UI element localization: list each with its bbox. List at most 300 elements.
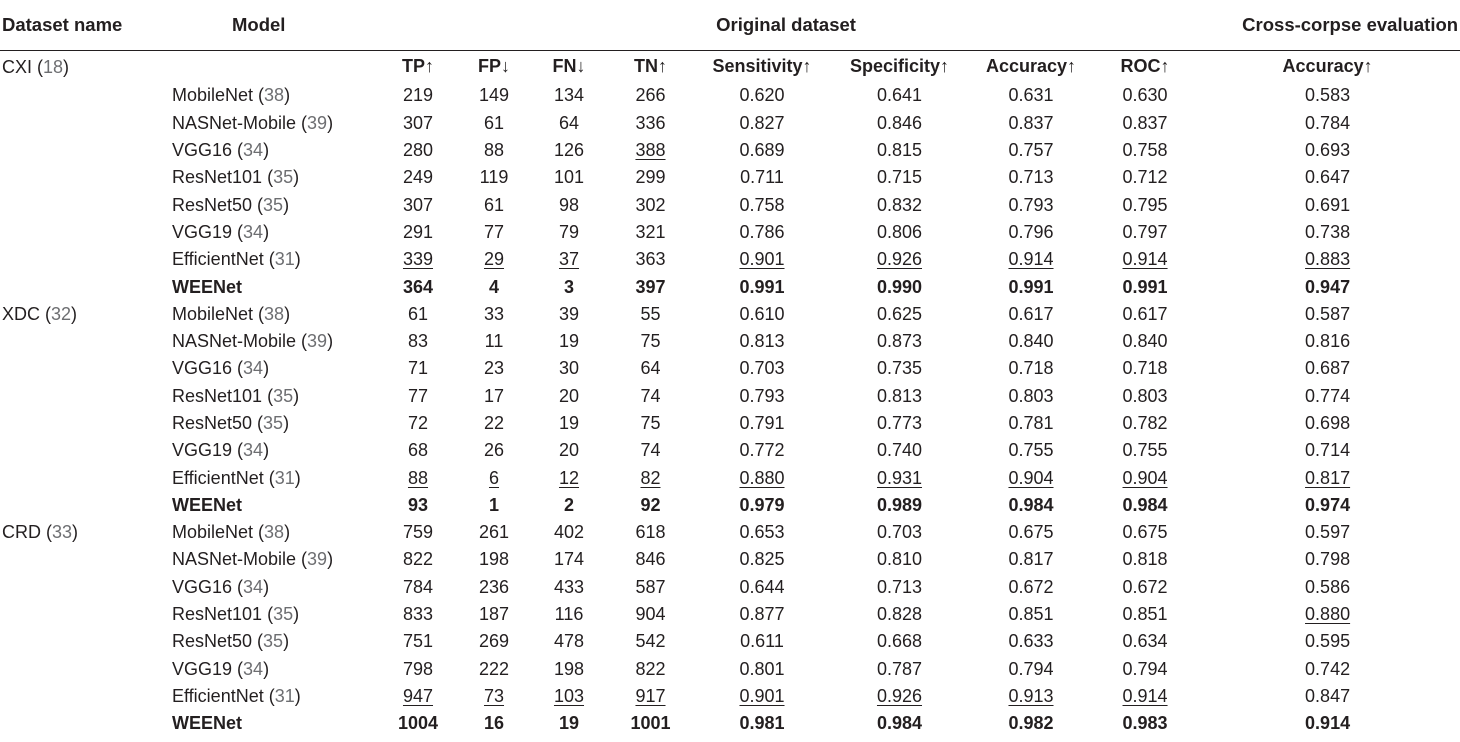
value-cell	[377, 656, 459, 683]
value-cell	[1195, 464, 1460, 491]
cell-value: 0.672	[1122, 576, 1168, 597]
value-cell	[967, 273, 1095, 300]
cell-value: 0.794	[1122, 658, 1168, 679]
value-cell	[377, 219, 459, 246]
reference-number: 34	[243, 221, 264, 242]
cell-value: 0.990	[876, 276, 923, 297]
value-cell	[609, 437, 692, 464]
cell-value: 336	[635, 112, 666, 133]
reference-number: 34	[243, 140, 264, 161]
cell-value: 0.774	[1305, 385, 1351, 406]
model-cell: NASNet-Mobile (39)	[172, 112, 334, 133]
cell-value: 798	[402, 658, 434, 679]
reference-number: 33	[52, 522, 73, 543]
value-cell	[967, 574, 1095, 601]
model-name: MobileNet	[172, 85, 254, 106]
cell-value: 6	[488, 467, 499, 488]
value-cell	[967, 328, 1095, 355]
value-cell	[1095, 246, 1195, 273]
value-cell	[692, 410, 832, 437]
value-cell	[832, 273, 967, 300]
value-cell	[1095, 628, 1195, 655]
value-cell	[609, 246, 692, 273]
model-cell: VGG16 (34)	[172, 576, 270, 597]
cell-value: 134	[553, 85, 585, 106]
value-cell	[967, 546, 1095, 573]
cell-value: 249	[402, 167, 434, 188]
cell-value: 12	[558, 467, 580, 488]
cell-value: 0.772	[739, 440, 785, 461]
value-cell	[692, 437, 832, 464]
value-cell	[377, 164, 459, 191]
model-cell: MobileNet (38)	[172, 522, 291, 543]
value-cell	[692, 519, 832, 546]
cell-value: 0.712	[1122, 167, 1168, 188]
value-cell	[1195, 601, 1460, 628]
value-cell	[609, 219, 692, 246]
cell-value: 0.758	[739, 194, 785, 215]
model-name: EfficientNet	[172, 249, 264, 270]
cell-value: 55	[640, 303, 661, 324]
value-cell	[1095, 137, 1195, 164]
value-cell	[529, 410, 609, 437]
value-cell	[459, 628, 529, 655]
value-cell	[609, 710, 692, 737]
value-cell	[832, 683, 967, 710]
cell-value: 0.740	[876, 440, 923, 461]
cell-value: 0.947	[1305, 276, 1351, 297]
value-cell	[692, 683, 832, 710]
value-cell	[692, 628, 832, 655]
cell-value: 388	[635, 140, 666, 161]
table-row	[0, 574, 1460, 601]
model-cell: EfficientNet (31)	[172, 249, 301, 270]
metric-header: Accuracy↑	[985, 56, 1077, 77]
table-row	[0, 219, 1460, 246]
cell-value: 0.698	[1305, 413, 1351, 433]
value-cell	[1095, 355, 1195, 382]
value-cell	[529, 628, 609, 655]
value-cell	[1095, 464, 1195, 491]
value-cell	[529, 519, 609, 546]
cell-value: 0.795	[1122, 194, 1168, 215]
cell-value: 0.797	[1122, 221, 1168, 242]
table-body	[0, 51, 1460, 737]
cell-value: 0.828	[876, 604, 923, 625]
value-cell	[832, 546, 967, 573]
value-cell	[692, 273, 832, 300]
value-cell	[692, 328, 832, 355]
cell-value: 0.991	[1122, 276, 1168, 297]
cell-value: 402	[553, 522, 585, 543]
value-cell	[459, 519, 529, 546]
table-row	[0, 301, 1460, 328]
value-cell	[459, 683, 529, 710]
cell-value: 0.617	[1008, 303, 1054, 324]
header-model: Model	[232, 14, 286, 35]
cell-value: 0.634	[1122, 631, 1168, 652]
value-cell	[459, 301, 529, 328]
value-cell	[459, 656, 529, 683]
cell-value: 0.791	[739, 413, 785, 433]
table-row	[0, 437, 1460, 464]
cell-value: 61	[483, 112, 505, 133]
value-cell	[1095, 601, 1195, 628]
cell-value: 0.611	[740, 631, 784, 652]
value-cell	[1095, 273, 1195, 300]
model-cell: VGG19 (34)	[172, 440, 270, 461]
cell-value: 0.801	[739, 658, 785, 679]
header-dataset-name: Dataset name	[2, 14, 123, 35]
cell-value: 0.597	[1305, 522, 1351, 543]
value-cell	[459, 492, 529, 519]
cell-value: 0.810	[876, 549, 923, 570]
value-cell	[609, 492, 692, 519]
value-cell	[529, 383, 609, 410]
value-cell	[529, 464, 609, 491]
model-name: MobileNet	[172, 303, 254, 324]
value-cell	[692, 246, 832, 273]
model-name: ResNet101	[172, 385, 263, 406]
value-cell	[459, 110, 529, 137]
table-row	[0, 519, 1460, 546]
value-cell	[459, 601, 529, 628]
cell-value: 751	[402, 631, 434, 652]
model-cell: MobileNet (38)	[172, 303, 291, 324]
value-cell	[692, 710, 832, 737]
value-cell	[529, 82, 609, 109]
value-cell	[529, 110, 609, 137]
cell-value: 0.794	[1008, 658, 1054, 679]
value-cell	[1095, 519, 1195, 546]
value-cell	[609, 191, 692, 218]
value-cell	[459, 273, 529, 300]
model-cell: VGG19 (34)	[172, 221, 270, 242]
value-cell	[1195, 219, 1460, 246]
value-cell	[967, 301, 1095, 328]
cell-value: 0.984	[1122, 494, 1168, 515]
value-cell	[967, 82, 1095, 109]
cell-value: 784	[402, 576, 434, 597]
reference-number: 18	[43, 57, 64, 78]
reference-number: 39	[307, 112, 328, 133]
value-cell	[377, 355, 459, 382]
dataset-cell	[0, 164, 172, 191]
value-cell	[1195, 137, 1460, 164]
value-cell	[832, 137, 967, 164]
cell-value: 364	[402, 276, 434, 297]
cell-value: 0.901	[739, 249, 785, 270]
reference-number: 35	[263, 413, 284, 433]
value-cell	[609, 464, 692, 491]
value-cell	[692, 492, 832, 519]
value-cell	[529, 574, 609, 601]
dataset-cell	[0, 683, 172, 710]
value-cell	[529, 301, 609, 328]
cell-value: 73	[483, 685, 505, 706]
table-row	[0, 410, 1460, 437]
value-cell	[459, 191, 529, 218]
value-cell	[1095, 110, 1195, 137]
value-cell	[529, 137, 609, 164]
cell-value: 0.926	[876, 249, 923, 270]
reference-number: 35	[263, 631, 284, 652]
model-name: WEENet	[172, 494, 243, 515]
value-cell	[1195, 82, 1460, 109]
cell-value: 19	[558, 413, 580, 433]
value-cell	[377, 191, 459, 218]
cell-value: 174	[553, 549, 585, 570]
cell-value: 0.586	[1305, 576, 1351, 597]
cell-value: 23	[483, 358, 505, 379]
reference-number: 31	[274, 467, 295, 488]
dataset-cell	[0, 328, 172, 355]
dataset-name: XDC	[2, 303, 41, 324]
model-name: VGG16	[172, 140, 233, 161]
cell-value: 0.846	[876, 112, 923, 133]
cell-value: 0.806	[876, 221, 923, 242]
value-cell	[377, 492, 459, 519]
value-cell	[377, 137, 459, 164]
header-row	[0, 0, 1460, 51]
reference-number: 35	[263, 194, 284, 215]
dataset-cell	[0, 273, 172, 300]
reference-number: 31	[274, 249, 295, 270]
value-cell	[529, 437, 609, 464]
value-cell	[377, 546, 459, 573]
table-row	[0, 191, 1460, 218]
cell-value: 759	[402, 522, 434, 543]
value-cell	[609, 656, 692, 683]
dataset-cell	[0, 246, 172, 273]
value-cell	[1195, 246, 1460, 273]
cell-value: 0.914	[1122, 685, 1168, 706]
model-name: ResNet50	[172, 631, 253, 652]
value-cell	[459, 410, 529, 437]
cell-value: 17	[483, 385, 505, 406]
metric-header: Accuracy↑	[1282, 56, 1373, 77]
cell-value: 0.851	[1008, 604, 1054, 625]
value-cell	[832, 574, 967, 601]
value-cell	[1195, 191, 1460, 218]
cell-value: 947	[402, 685, 434, 706]
reference-number: 34	[243, 658, 264, 679]
cell-value: 822	[402, 549, 434, 570]
cell-value: 75	[640, 331, 661, 352]
value-cell	[529, 355, 609, 382]
cell-value: 0.715	[876, 167, 923, 188]
value-cell	[832, 110, 967, 137]
cell-value: 2	[563, 494, 574, 515]
metric-header: TP↑	[401, 56, 434, 77]
model-cell: ResNet101 (35)	[172, 385, 300, 406]
table-row	[0, 164, 1460, 191]
value-cell	[1095, 437, 1195, 464]
value-cell	[692, 137, 832, 164]
table-row	[0, 355, 1460, 382]
cell-value: 0.647	[1305, 167, 1351, 188]
value-cell	[1195, 301, 1460, 328]
table-row	[0, 492, 1460, 519]
model-name: EfficientNet	[172, 685, 264, 706]
value-cell	[609, 164, 692, 191]
metric-header-row	[0, 51, 1460, 82]
value-cell	[459, 437, 529, 464]
cell-value: 307	[402, 112, 434, 133]
value-cell	[1195, 492, 1460, 519]
dataset-cell	[0, 574, 172, 601]
cell-value: 0.832	[876, 194, 923, 215]
cell-value: 0.714	[1305, 440, 1351, 461]
table-row	[0, 328, 1460, 355]
cell-value: 0.931	[876, 467, 923, 488]
cell-value: 77	[407, 385, 429, 406]
dataset-cell	[0, 656, 172, 683]
table-row	[0, 683, 1460, 710]
cell-value: 0.851	[1122, 604, 1168, 625]
dataset-name: CRD	[2, 522, 41, 543]
cell-value: 833	[402, 604, 434, 625]
reference-number: 34	[243, 440, 264, 461]
value-cell	[459, 355, 529, 382]
value-cell	[967, 710, 1095, 737]
cell-value: 0.825	[739, 549, 785, 570]
cell-value: 0.914	[1305, 713, 1351, 734]
cell-value: 0.691	[1305, 194, 1351, 215]
dataset-name: CXI	[2, 57, 33, 78]
value-cell	[1195, 110, 1460, 137]
cell-value: 321	[635, 221, 666, 242]
value-cell	[377, 246, 459, 273]
value-cell	[529, 656, 609, 683]
value-cell	[1095, 301, 1195, 328]
reference-number: 39	[307, 549, 328, 570]
cell-value: 16	[483, 713, 505, 734]
cell-value: 0.817	[1008, 549, 1054, 570]
dataset-cell	[0, 355, 172, 382]
value-cell	[609, 82, 692, 109]
value-cell	[692, 574, 832, 601]
cell-value: 433	[553, 576, 585, 597]
cell-value: 0.914	[1122, 249, 1168, 270]
value-cell	[832, 301, 967, 328]
value-cell	[377, 82, 459, 109]
cell-value: 618	[635, 522, 666, 543]
value-cell	[967, 519, 1095, 546]
empty-cell	[172, 51, 377, 82]
cell-value: 64	[640, 358, 661, 379]
cell-value: 0.630	[1122, 85, 1168, 106]
cell-value: 0.755	[1122, 440, 1168, 461]
value-cell	[1095, 328, 1195, 355]
value-cell	[832, 191, 967, 218]
value-cell	[377, 601, 459, 628]
cell-value: 0.617	[1122, 303, 1168, 324]
value-cell	[609, 683, 692, 710]
value-cell	[377, 110, 459, 137]
cell-value: 0.991	[1008, 276, 1054, 297]
value-cell	[1195, 710, 1460, 737]
cell-value: 219	[402, 85, 434, 106]
value-cell	[1195, 355, 1460, 382]
value-cell	[1095, 574, 1195, 601]
cell-value: 0.883	[1305, 249, 1351, 270]
reference-number: 38	[264, 85, 285, 106]
value-cell	[459, 219, 529, 246]
model-cell: ResNet50 (35)	[172, 194, 290, 215]
value-cell	[1195, 383, 1460, 410]
cell-value: 0.974	[1305, 494, 1351, 515]
cell-value: 103	[553, 685, 585, 706]
value-cell	[459, 246, 529, 273]
cell-value: 0.773	[876, 413, 923, 433]
cell-value: 26	[483, 440, 505, 461]
model-name: VGG19	[172, 221, 233, 242]
dataset-cell	[0, 546, 172, 573]
cell-value: 0.817	[1305, 467, 1351, 488]
cell-value: 77	[483, 221, 505, 242]
cell-value: 1004	[397, 713, 439, 734]
model-cell	[172, 492, 377, 519]
value-cell	[692, 601, 832, 628]
cell-value: 266	[635, 85, 666, 106]
value-cell	[529, 273, 609, 300]
model-name: WEENet	[172, 713, 243, 734]
cell-value: 0.668	[876, 631, 923, 652]
cell-value: 126	[553, 140, 585, 161]
cell-value: 0.718	[1008, 358, 1054, 379]
value-cell	[967, 355, 1095, 382]
dataset-cell	[0, 628, 172, 655]
cell-value: 0.793	[739, 385, 785, 406]
value-cell	[1095, 82, 1195, 109]
value-cell	[529, 601, 609, 628]
cell-value: 0.755	[1008, 440, 1054, 461]
value-cell	[377, 273, 459, 300]
model-cell	[172, 273, 377, 300]
cell-value: 72	[407, 413, 429, 433]
table-row	[0, 110, 1460, 137]
value-cell	[692, 383, 832, 410]
reference-number: 31	[274, 685, 295, 706]
cell-value: 0.757	[1008, 140, 1054, 161]
value-cell	[1195, 273, 1460, 300]
value-cell	[1095, 219, 1195, 246]
value-cell	[1195, 656, 1460, 683]
cell-value: 0.979	[739, 494, 785, 515]
cell-value: 88	[407, 467, 429, 488]
value-cell	[1195, 164, 1460, 191]
cell-value: 0.983	[1122, 713, 1168, 734]
cell-value: 0.713	[1008, 167, 1054, 188]
model-name: WEENet	[172, 276, 243, 297]
value-cell	[377, 437, 459, 464]
cell-value: 37	[558, 249, 580, 270]
cell-value: 1	[488, 494, 499, 515]
cell-value: 0.984	[876, 713, 923, 734]
value-cell	[609, 137, 692, 164]
value-cell	[692, 464, 832, 491]
header-cross-corpse: Cross-corpse evaluation	[1242, 14, 1459, 35]
value-cell	[832, 656, 967, 683]
cell-value: 339	[402, 249, 434, 270]
cell-value: 291	[402, 221, 434, 242]
cell-value: 0.840	[1008, 331, 1054, 352]
cell-value: 0.595	[1305, 631, 1351, 652]
value-cell	[832, 410, 967, 437]
value-cell	[1195, 683, 1460, 710]
value-cell	[459, 546, 529, 573]
